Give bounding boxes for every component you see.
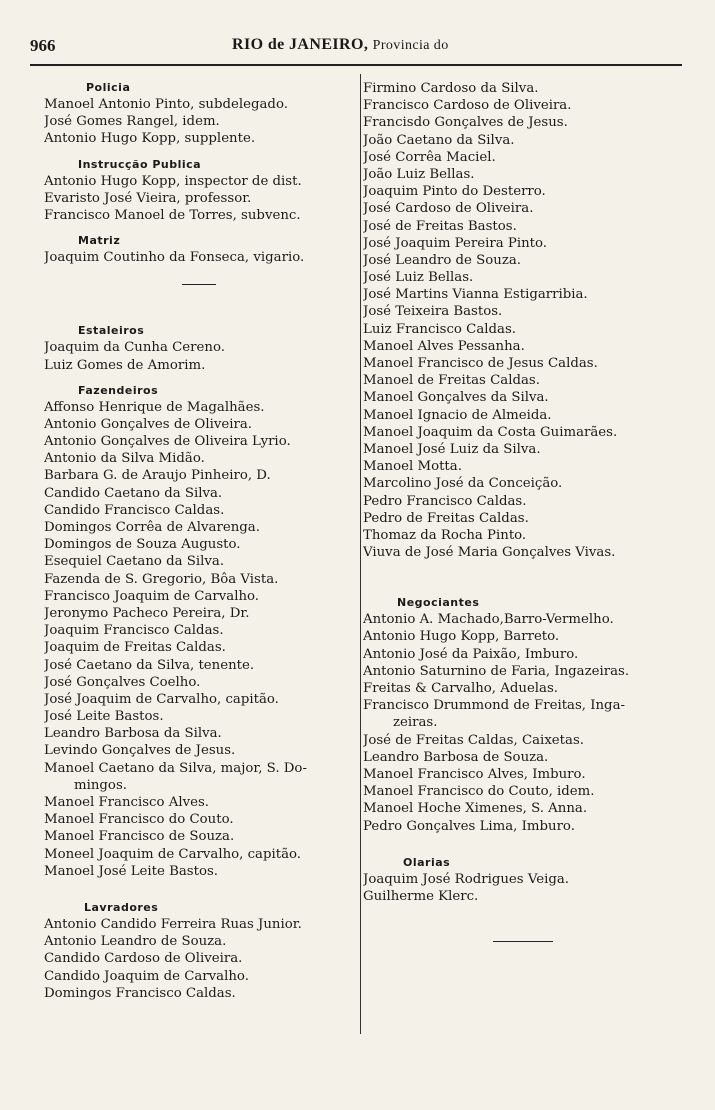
list-item: Antonio da Silva Midão. [44, 451, 205, 467]
list-item: Fazenda de S. Gregorio, Bôa Vista. [44, 571, 279, 587]
list-item: Antonio Leandro de Souza. [44, 934, 227, 950]
list-item: Viuva de José Maria Gonçalves Vivas. [363, 545, 616, 561]
running-head-province: Provincia do [372, 38, 449, 53]
list-item: Luiz Francisco Caldas. [363, 321, 516, 337]
list-item: João Luiz Bellas. [363, 166, 475, 182]
list-item: Candido Caetano da Silva. [44, 485, 223, 501]
list-item: Antonio José da Paixão, Imburo. [363, 646, 579, 662]
olarias-list [363, 871, 683, 905]
list-item: Joaquim Pinto do Desterro. [363, 184, 546, 200]
list-item: Pedro Gonçalves Lima, Imburo. [363, 818, 575, 834]
list-item: Guilherme Klerc. [363, 888, 479, 904]
list-item: Manoel de Freitas Caldas. [363, 373, 540, 389]
list-item: Manoel José Luiz da Silva. [363, 441, 541, 457]
list-item: Manoel Francisco de Jesus Caldas. [363, 356, 598, 371]
list-item: Manoel Hoche Ximenes, S. Anna. [363, 801, 588, 817]
list-item: José Joaquim de Carvalho, capitão. [44, 691, 279, 707]
negociantes-list [363, 611, 683, 834]
list-item: Affonso Henrique de Magalhães. [44, 399, 265, 415]
section-heading-policia: Policia [86, 81, 131, 94]
list-item: José de Freitas Bastos. [363, 218, 517, 234]
list-item: José Caetano da Silva, tenente. [44, 657, 255, 673]
right-column [363, 80, 683, 942]
list-item: Manoel Francisco Alves, Imburo. [363, 766, 586, 782]
running-head-title: RIO de JANEIRO, [232, 36, 369, 53]
list-item: Francisco Cardoso de Oliveira. [363, 98, 572, 114]
list-item: Francisco Drummond de Freitas, Inga- [363, 698, 625, 714]
list-item: José de Freitas Caldas, Caixetas. [363, 732, 585, 748]
list-item: Antonio Hugo Kopp, Barreto. [363, 629, 560, 645]
continued-list [363, 80, 683, 561]
list-item: Antonio Candido Ferreira Ruas Junior. [44, 916, 302, 932]
list-item: José Martins Vianna Estigarribia. [363, 287, 588, 303]
list-item: Manoel Francisco do Couto. [44, 812, 234, 828]
list-item: Levindo Gonçalves de Jesus. [44, 743, 236, 759]
matriz-list [44, 249, 360, 266]
list-item: Esequiel Caetano da Silva. [44, 554, 225, 570]
list-item: Antonio A. Machado,Barro-Vermelho. [363, 612, 614, 628]
list-item: Luiz Gomes de Amorim. [44, 357, 206, 373]
list-item-continuation: zeiras. [393, 715, 438, 731]
list-item: Candido Francisco Caldas. [44, 502, 225, 518]
list-item: Manoel Antonio Pinto, subdelegado. [44, 97, 288, 112]
list-item: Manoel Francisco do Couto, idem. [363, 784, 595, 800]
section-heading-lavradores: Lavradores [84, 900, 159, 914]
section-heading-olarias: Olarias [403, 855, 451, 869]
list-item: Antonio Gonçalves de Oliveira. [44, 416, 252, 432]
section-heading-matriz: Matriz [78, 234, 121, 248]
list-item: Firmino Cardoso da Silva. [363, 81, 539, 96]
list-item: Barbara G. de Araujo Pinheiro, D. [44, 468, 271, 484]
list-item: Leandro Barbosa da Silva. [44, 726, 222, 742]
list-item: José Luiz Bellas. [363, 270, 474, 286]
list-item-continuation: mingos. [74, 777, 127, 793]
policia-list [44, 96, 360, 148]
list-item: Candido Joaquim de Carvalho. [44, 968, 249, 984]
list-item: Francisco Joaquim de Carvalho. [44, 588, 260, 604]
list-item: Domingos Corrêa de Alvarenga. [44, 520, 260, 535]
list-item: José Leandro de Souza. [363, 252, 521, 268]
list-item: Antonio Hugo Kopp, supplente. [44, 131, 256, 147]
list-item: Antonio Hugo Kopp, inspector de dist. [44, 173, 302, 189]
list-item: Thomaz da Rocha Pinto. [363, 527, 527, 543]
list-item: José Leite Bastos. [44, 709, 164, 725]
list-item: Marcolino José da Conceição. [363, 476, 563, 492]
list-item: José Joaquim Pereira Pinto. [363, 235, 547, 251]
list-item: Manoel Ignacio de Almeida. [363, 407, 552, 423]
list-item: Manoel Motta. [363, 459, 462, 475]
list-item: Manoel Caetano da Silva, major, S. Do- [44, 760, 307, 776]
header-rule [30, 64, 682, 66]
list-item: Domingos Francisco Caldas. [44, 985, 236, 1001]
left-column [44, 80, 360, 1002]
fazendeiros-list [44, 399, 360, 880]
list-item: Antonio Gonçalves de Oliveira Lyrio. [44, 434, 291, 450]
list-item: Joaquim Coutinho da Fonseca, vigario. [44, 250, 305, 266]
list-item: Freitas & Carvalho, Aduelas. [363, 681, 559, 696]
page-header [0, 32, 715, 60]
list-item: Manoel Francisco Alves. [44, 795, 210, 810]
list-item: Candido Cardoso de Oliveira. [44, 951, 243, 967]
list-item: José Gonçalves Coelho. [44, 674, 201, 690]
list-item: José Corrêa Maciel. [363, 149, 496, 165]
list-item: Moneel Joaquim de Carvalho, capitão. [44, 846, 302, 862]
list-item: José Gomes Rangel, idem. [44, 114, 220, 130]
list-item: João Caetano da Silva. [363, 132, 515, 148]
column-divider [360, 74, 361, 1034]
list-item: Pedro Francisco Caldas. [363, 493, 527, 509]
instrucao-list [44, 173, 360, 225]
page-number: 966 [30, 36, 56, 55]
section-heading-negociantes: Negociantes [397, 596, 480, 610]
list-item: Domingos de Souza Augusto. [44, 537, 241, 553]
list-item: Francisco Manoel de Torres, subvenc. [44, 207, 301, 223]
section-heading-instrucao: Instrucção Publica [78, 157, 202, 171]
list-item: José Teixeira Bastos. [363, 304, 503, 320]
list-item: Joaquim da Cunha Cereno. [44, 340, 225, 356]
list-item: Jeronymo Pacheco Pereira, Dr. [44, 605, 250, 621]
list-item: Francisdo Gonçalves de Jesus. [363, 115, 568, 131]
end-rule [493, 941, 553, 942]
lavradores-list [44, 916, 360, 1002]
list-item: Manoel Alves Pessanha. [363, 338, 525, 354]
section-heading-estaleiros: Estaleiros [78, 324, 145, 338]
list-item: José Cardoso de Oliveira. [363, 201, 534, 217]
estaleiros-list [44, 339, 360, 373]
list-item: Manoel Gonçalves da Silva. [363, 390, 549, 406]
list-item: Manoel Joaquim da Costa Guimarães. [363, 424, 618, 440]
list-item: Manoel José Leite Bastos. [44, 863, 219, 879]
list-item: Leandro Barbosa de Souza. [363, 749, 549, 765]
list-item: Antonio Saturnino de Faria, Ingazeiras. [363, 663, 630, 679]
list-item: Joaquim de Freitas Caldas. [44, 640, 226, 656]
list-item: Joaquim Francisco Caldas. [44, 623, 224, 639]
section-heading-fazendeiros: Fazendeiros [78, 383, 159, 397]
running-head [232, 36, 449, 54]
list-item: Manoel Francisco de Souza. [44, 829, 235, 845]
list-item: Pedro de Freitas Caldas. [363, 510, 529, 526]
list-item: Joaquim José Rodrigues Veiga. [363, 871, 569, 887]
list-item: Evaristo José Vieira, professor. [44, 190, 252, 206]
